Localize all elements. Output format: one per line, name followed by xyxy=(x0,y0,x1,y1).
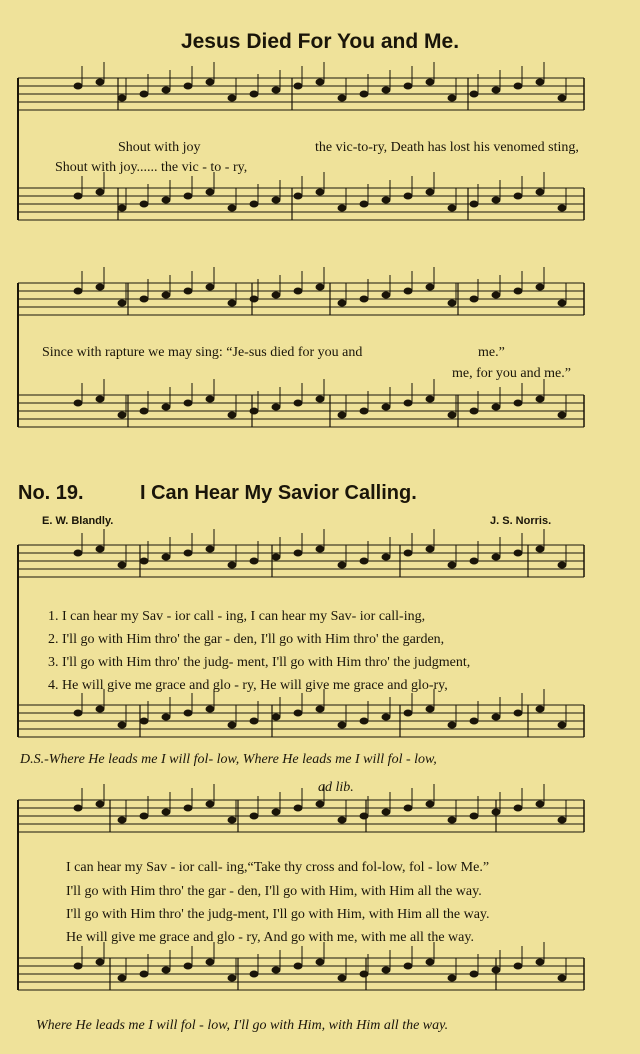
note-head xyxy=(514,710,522,716)
note-head xyxy=(404,963,412,969)
note-head xyxy=(184,288,192,294)
note-head xyxy=(404,83,412,89)
note-head xyxy=(74,83,82,89)
note-head xyxy=(382,404,390,410)
note-head xyxy=(426,396,434,402)
note-head xyxy=(272,87,280,93)
note-head xyxy=(250,201,258,207)
note-head xyxy=(206,801,214,807)
note-head xyxy=(470,91,478,97)
note-head xyxy=(74,193,82,199)
note-head xyxy=(74,805,82,811)
note-head xyxy=(162,967,170,973)
note-head xyxy=(206,79,214,85)
note-head xyxy=(294,805,302,811)
note-head xyxy=(536,959,544,965)
note-head xyxy=(382,87,390,93)
note-head xyxy=(470,813,478,819)
note-head xyxy=(74,710,82,716)
note-head xyxy=(426,284,434,290)
note-head xyxy=(294,710,302,716)
note-head xyxy=(118,412,126,418)
note-head xyxy=(162,197,170,203)
note-head xyxy=(448,300,456,306)
note-head xyxy=(404,710,412,716)
note-head xyxy=(404,288,412,294)
note-head xyxy=(382,967,390,973)
note-head xyxy=(448,975,456,981)
note-head xyxy=(96,959,104,965)
note-head xyxy=(360,971,368,977)
note-head xyxy=(294,288,302,294)
note-head xyxy=(250,813,258,819)
note-head xyxy=(228,412,236,418)
note-head xyxy=(140,813,148,819)
note-head xyxy=(316,284,324,290)
note-head xyxy=(360,91,368,97)
note-head xyxy=(558,562,566,568)
note-head xyxy=(448,722,456,728)
note-head xyxy=(470,408,478,414)
note-head xyxy=(206,546,214,552)
note-head xyxy=(536,79,544,85)
note-head xyxy=(316,706,324,712)
note-head xyxy=(184,400,192,406)
note-head xyxy=(536,396,544,402)
refrain-line: I'll go with Him thro' the gar - den, I'll go with Him, with Him all the way. xyxy=(66,884,482,899)
note-head xyxy=(382,714,390,720)
ds-line: D.S.-Where He leads me I will fol- low, Where He leads me I will fol - low, xyxy=(20,752,437,767)
note-head xyxy=(492,714,500,720)
note-head xyxy=(74,400,82,406)
note-head xyxy=(74,288,82,294)
note-head xyxy=(250,408,258,414)
note-head xyxy=(382,554,390,560)
note-head xyxy=(514,805,522,811)
note-head xyxy=(338,722,346,728)
lyric-line: Shout with joy...... the vic - to - ry, xyxy=(55,160,248,175)
note-head xyxy=(250,296,258,302)
note-head xyxy=(514,400,522,406)
note-head xyxy=(536,801,544,807)
note-head xyxy=(492,197,500,203)
note-head xyxy=(96,801,104,807)
note-head xyxy=(228,300,236,306)
note-head xyxy=(316,396,324,402)
note-head xyxy=(250,971,258,977)
note-head xyxy=(228,817,236,823)
hymn-number: No. 19. xyxy=(18,482,84,504)
note-head xyxy=(558,817,566,823)
note-head xyxy=(514,288,522,294)
note-head xyxy=(448,817,456,823)
note-head xyxy=(492,967,500,973)
note-head xyxy=(272,967,280,973)
note-head xyxy=(338,205,346,211)
note-head xyxy=(470,201,478,207)
note-head xyxy=(514,550,522,556)
verse-line: 2. I'll go with Him thro' the gar - den, I'll go with Him thro' the garden, xyxy=(48,632,445,647)
note-head xyxy=(206,189,214,195)
note-head xyxy=(382,197,390,203)
note-head xyxy=(426,959,434,965)
note-head xyxy=(426,79,434,85)
note-head xyxy=(558,975,566,981)
note-head xyxy=(360,558,368,564)
note-head xyxy=(162,554,170,560)
note-head xyxy=(514,193,522,199)
note-head xyxy=(294,193,302,199)
note-head xyxy=(140,971,148,977)
note-head xyxy=(514,83,522,89)
note-head xyxy=(558,412,566,418)
note-head xyxy=(360,408,368,414)
note-head xyxy=(338,975,346,981)
note-head xyxy=(404,193,412,199)
note-head xyxy=(316,189,324,195)
note-head xyxy=(206,959,214,965)
note-head xyxy=(338,562,346,568)
note-head xyxy=(426,706,434,712)
note-head xyxy=(162,809,170,815)
note-head xyxy=(228,95,236,101)
hymn-18-title: Jesus Died For You and Me. xyxy=(180,30,460,53)
note-head xyxy=(470,296,478,302)
refrain-line: I can hear my Sav - ior call- ing,“Take thy cross and fol-low, fol - low Me.” xyxy=(66,860,490,875)
note-head xyxy=(536,284,544,290)
note-head xyxy=(448,205,456,211)
note-head xyxy=(96,79,104,85)
lyric-line: Shout with joy xyxy=(118,140,201,155)
note-head xyxy=(558,722,566,728)
note-head xyxy=(74,550,82,556)
note-head xyxy=(228,722,236,728)
note-head xyxy=(294,963,302,969)
note-head xyxy=(338,300,346,306)
note-head xyxy=(536,189,544,195)
note-head xyxy=(140,91,148,97)
note-head xyxy=(404,550,412,556)
note-head xyxy=(294,83,302,89)
note-head xyxy=(294,400,302,406)
note-head xyxy=(118,975,126,981)
note-head xyxy=(448,95,456,101)
note-head xyxy=(184,710,192,716)
note-head xyxy=(162,87,170,93)
note-head xyxy=(118,300,126,306)
note-head xyxy=(360,296,368,302)
note-head xyxy=(360,813,368,819)
note-head xyxy=(492,809,500,815)
note-head xyxy=(118,205,126,211)
note-head xyxy=(536,546,544,552)
verse-line: 1. I can hear my Sav - ior call - ing, I can hear my Sav- ior call-ing, xyxy=(48,609,426,624)
note-head xyxy=(228,975,236,981)
note-head xyxy=(316,546,324,552)
note-head xyxy=(492,404,500,410)
note-head xyxy=(338,412,346,418)
note-head xyxy=(162,404,170,410)
note-head xyxy=(514,963,522,969)
note-head xyxy=(118,722,126,728)
note-head xyxy=(272,714,280,720)
note-head xyxy=(426,189,434,195)
note-head xyxy=(272,292,280,298)
verse-line: 4. He will give me grace and glo - ry, He will give me grace and glo-ry, xyxy=(48,678,448,693)
note-head xyxy=(184,550,192,556)
note-head xyxy=(558,300,566,306)
verse-line: 3. I'll go with Him thro' the judg- ment, I'll go with Him thro' the judgment, xyxy=(48,655,471,670)
note-head xyxy=(118,817,126,823)
note-head xyxy=(272,197,280,203)
note-head xyxy=(206,284,214,290)
note-head xyxy=(492,554,500,560)
note-head xyxy=(140,201,148,207)
refrain-line: He will give me grace and glo - ry, And go with me, with me all the way. xyxy=(66,930,474,945)
note-head xyxy=(470,971,478,977)
lyric-line: me, for you and me.” xyxy=(452,366,571,381)
note-head xyxy=(338,95,346,101)
note-head xyxy=(118,95,126,101)
note-head xyxy=(272,404,280,410)
note-head xyxy=(492,87,500,93)
note-head xyxy=(184,805,192,811)
note-head xyxy=(184,193,192,199)
lyric-line: me.” xyxy=(478,345,505,360)
note-head xyxy=(558,95,566,101)
note-head xyxy=(206,706,214,712)
ad-lib-marking: ad lib. xyxy=(318,780,354,795)
note-head xyxy=(316,79,324,85)
note-head xyxy=(206,396,214,402)
note-head xyxy=(250,558,258,564)
note-head xyxy=(184,963,192,969)
note-head xyxy=(382,292,390,298)
note-head xyxy=(316,959,324,965)
note-head xyxy=(360,201,368,207)
note-head xyxy=(404,400,412,406)
note-head xyxy=(426,801,434,807)
note-head xyxy=(470,718,478,724)
note-head xyxy=(536,706,544,712)
note-head xyxy=(96,546,104,552)
note-head xyxy=(184,83,192,89)
note-head xyxy=(404,805,412,811)
note-head xyxy=(228,205,236,211)
note-head xyxy=(96,396,104,402)
note-head xyxy=(492,292,500,298)
note-head xyxy=(140,558,148,564)
note-head xyxy=(338,817,346,823)
author-credit: E. W. Blandly. xyxy=(42,515,114,527)
note-head xyxy=(470,558,478,564)
note-head xyxy=(162,714,170,720)
note-head xyxy=(96,189,104,195)
final-lyric-line: Where He leads me I will fol - low, I'll go with Him, with Him all the way. xyxy=(36,1018,449,1033)
note-head xyxy=(250,718,258,724)
note-head xyxy=(96,284,104,290)
refrain-line: I'll go with Him thro' the judg-ment, I'll go with Him, with Him all the way. xyxy=(66,907,490,922)
note-head xyxy=(382,809,390,815)
note-head xyxy=(162,292,170,298)
note-head xyxy=(558,205,566,211)
note-head xyxy=(360,718,368,724)
note-head xyxy=(228,562,236,568)
note-head xyxy=(74,963,82,969)
note-head xyxy=(448,562,456,568)
note-head xyxy=(272,809,280,815)
note-head xyxy=(448,412,456,418)
note-head xyxy=(140,296,148,302)
note-head xyxy=(250,91,258,97)
note-head xyxy=(118,562,126,568)
note-head xyxy=(140,408,148,414)
hymn-19-title: I Can Hear My Savior Calling. xyxy=(140,482,417,504)
note-head xyxy=(294,550,302,556)
lyric-line: Since with rapture we may sing: “Je-sus died for you and xyxy=(42,345,363,360)
note-head xyxy=(272,554,280,560)
note-head xyxy=(316,801,324,807)
note-head xyxy=(426,546,434,552)
note-head xyxy=(96,706,104,712)
lyric-line: the vic-to-ry, Death has lost his venomed sting, xyxy=(315,140,579,155)
composer-credit: J. S. Norris. xyxy=(490,515,552,527)
note-head xyxy=(140,718,148,724)
